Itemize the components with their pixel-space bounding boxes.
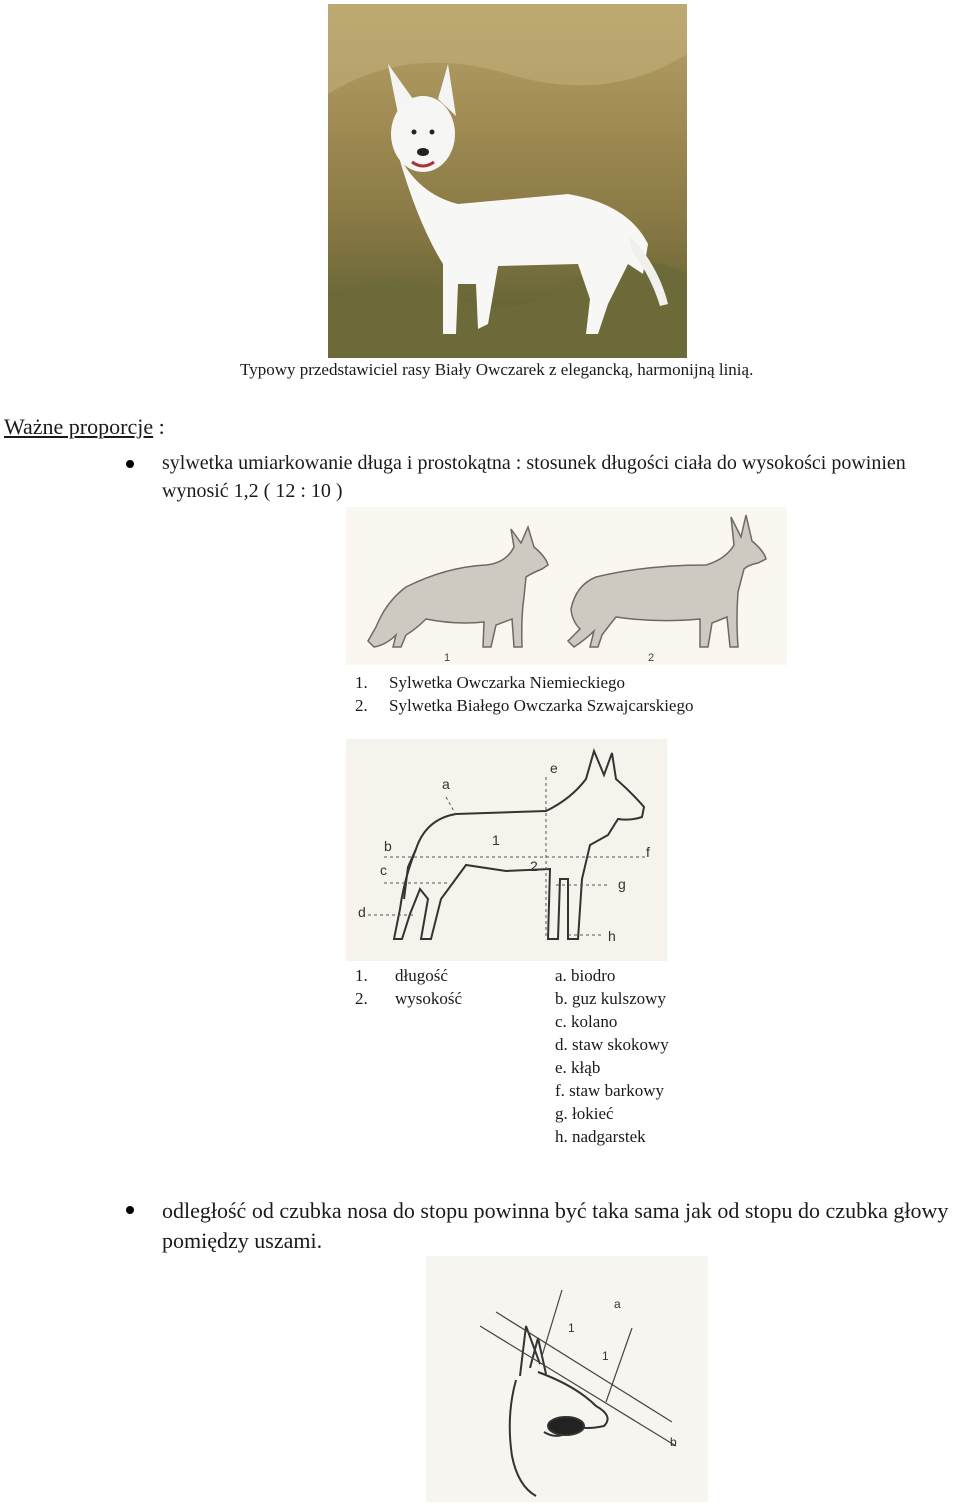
silhouette-mark-1: 1	[444, 652, 451, 664]
legend-num: 2.	[355, 989, 368, 1008]
legend-num: 1.	[355, 673, 368, 692]
legend-row	[355, 694, 693, 717]
anatomy-letter-f: f	[646, 844, 650, 860]
legend-point: f. staw barkowy	[555, 1081, 665, 1100]
dog-photo	[328, 4, 687, 358]
legend-row	[355, 1033, 669, 1056]
legend-row	[355, 1079, 669, 1102]
section-heading	[4, 414, 165, 440]
legend-measure: wysokość	[395, 989, 463, 1008]
legend-point: b. guz kulszowy	[555, 989, 666, 1008]
anatomy-illustration	[346, 739, 667, 961]
head-letter-b: b	[670, 1435, 677, 1449]
legend-point: h. nadgarstek	[555, 1127, 646, 1146]
anatomy-letter-e: e	[550, 760, 558, 776]
legend-row	[355, 1102, 669, 1125]
head-number-1a: 1	[568, 1321, 575, 1335]
anatomy-letter-d: d	[358, 904, 366, 920]
legend-point: a. biodro	[555, 966, 616, 985]
legend-row	[355, 1010, 669, 1033]
silhouettes-figure	[346, 507, 787, 665]
anatomy-legend	[355, 964, 669, 1148]
silhouette-mark-2: 2	[648, 652, 655, 664]
bullet-2-dot	[126, 1206, 134, 1214]
legend-num: 1.	[355, 966, 368, 985]
anatomy-letter-b: b	[384, 838, 392, 854]
head-figure	[426, 1256, 708, 1502]
legend-row	[355, 964, 669, 987]
silhouettes-legend	[355, 671, 693, 717]
legend-text: Sylwetka Białego Owczarka Szwajcarskiego	[389, 696, 694, 715]
bullet-2-text: odległość od czubka nosa do stopu powinna być taka sama jak od stopu do czubka głowy pomiędzy uszami.	[162, 1198, 949, 1253]
legend-row	[355, 1125, 669, 1148]
anatomy-letter-g: g	[618, 876, 626, 892]
legend-row	[355, 1056, 669, 1079]
anatomy-figure	[346, 739, 667, 961]
legend-measure: długość	[395, 966, 448, 985]
head-illustration	[426, 1256, 708, 1502]
photo-caption: Typowy przedstawiciel rasy Biały Owczarek z elegancką, harmonijną linią.	[240, 360, 754, 379]
dog-photo-illustration	[328, 4, 687, 358]
bullet-1-dot	[126, 460, 134, 468]
anatomy-number-2: 2	[530, 858, 538, 874]
bullet-1-text: sylwetka umiarkowanie długa i prostokątna : stosunek długości ciała do wysokości powinien wynosić 1,2 ( 12 : 10 )	[162, 452, 906, 502]
legend-point: c. kolano	[555, 1012, 618, 1031]
anatomy-letter-h: h	[608, 928, 616, 944]
legend-text: Sylwetka Owczarka Niemieckiego	[389, 673, 626, 692]
anatomy-number-1: 1	[492, 832, 500, 848]
head-number-1b: 1	[602, 1349, 609, 1363]
anatomy-letter-a: a	[442, 776, 450, 792]
legend-num: 2.	[355, 696, 368, 715]
legend-row	[355, 671, 693, 694]
head-letter-a: a	[614, 1297, 621, 1311]
section-heading-suffix: :	[153, 414, 165, 439]
legend-row	[355, 987, 669, 1010]
legend-point: e. kłąb	[555, 1058, 601, 1077]
legend-point: d. staw skokowy	[555, 1035, 669, 1054]
silhouettes-illustration	[346, 507, 787, 665]
section-heading-title: Ważne proporcje	[4, 414, 154, 439]
legend-point: g. łokieć	[555, 1104, 614, 1123]
anatomy-letter-c: c	[380, 862, 387, 878]
